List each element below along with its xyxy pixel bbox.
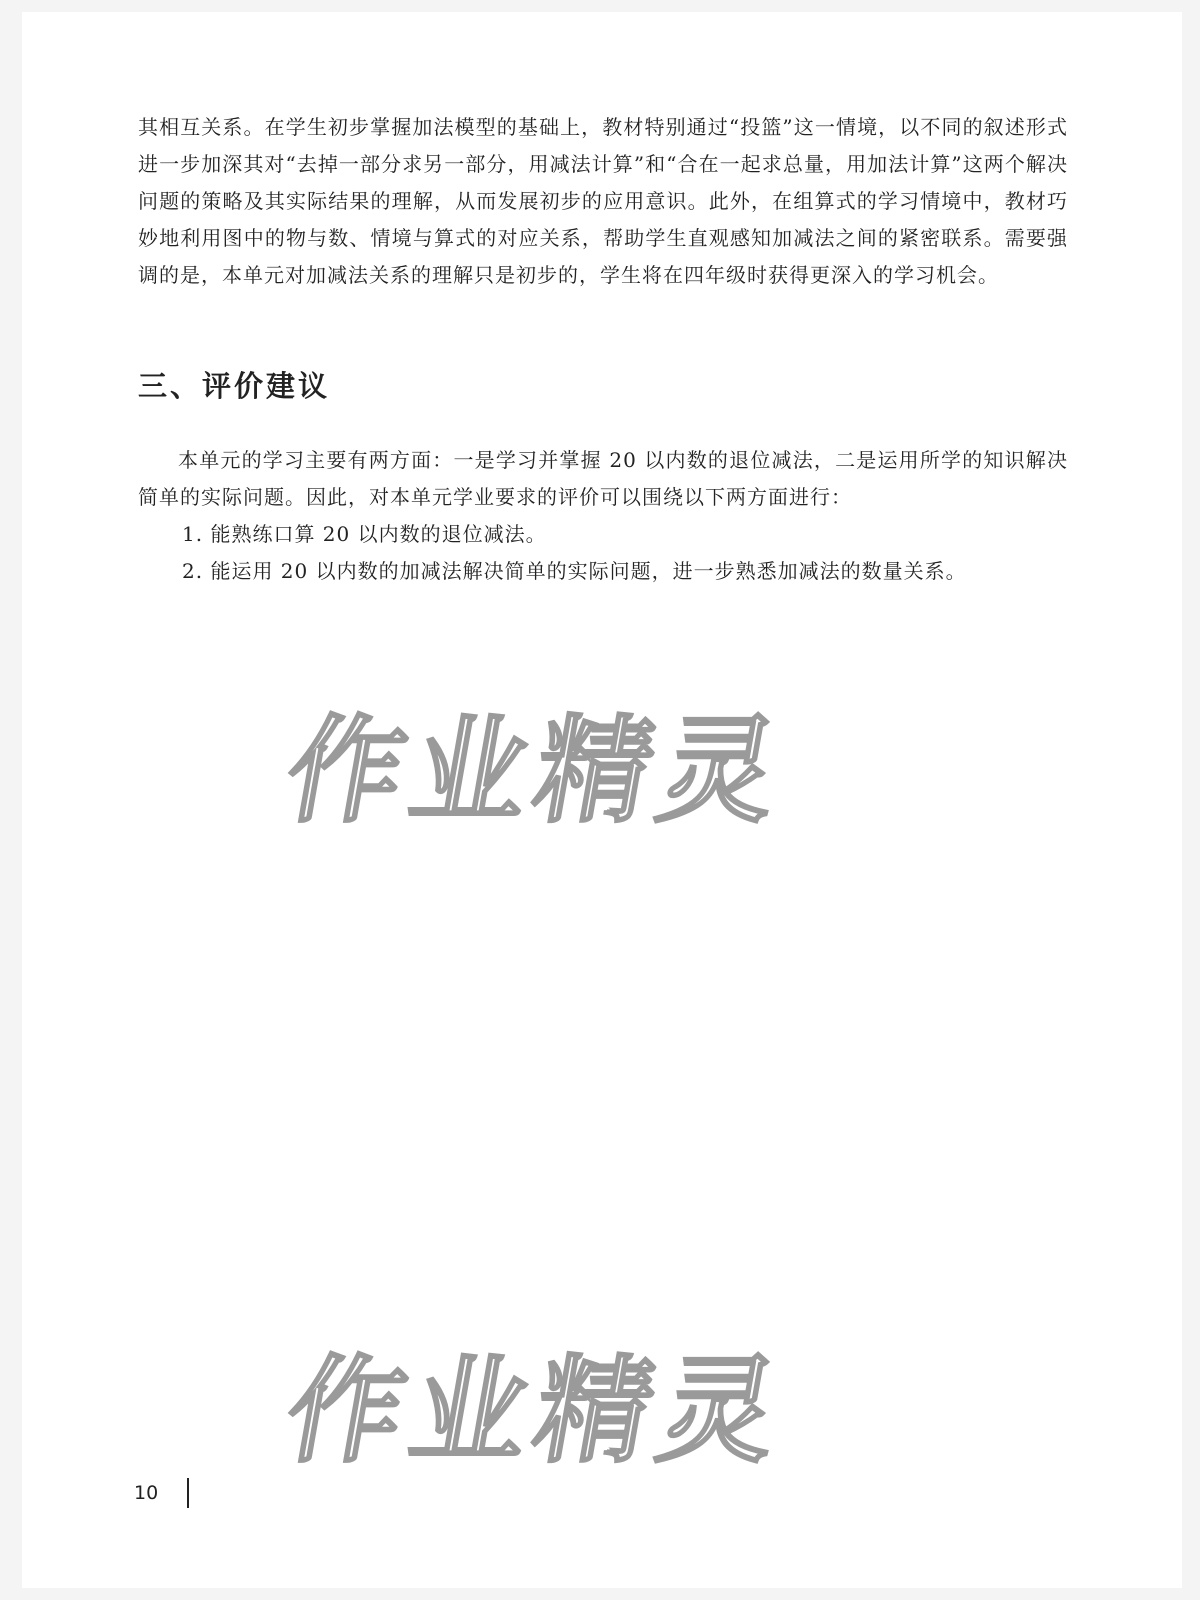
body-paragraph: 其相互关系。在学生初步掌握加法模型的基础上，教材特别通过“投篮”这一情境，以不同的叙述形式进一步加深其对“去掉一部分求另一部分，用减法计算”和“合在一起求总量，用加法计算”这两个解决问题的策略及其实际结果的理解，从而发展初步的应用意识。此外，在组算式的学习情境中，教材巧妙地利用图中的物与数、情境与算式的对应关系，帮助学生直观感知加减法之间的紧密联系。需要强调的是，本单元对加减法关系的理解只是初步的，学生将在四年级时获得更深入的学习机会。 [138,115,1068,287]
page-number: 10 [134,1482,159,1504]
body-paragraph: 本单元的学习主要有两方面：一是学习并掌握 20 以内数的退位减法，二是运用所学的知识解决简单的实际问题。因此，对本单元学业要求的评价可以围绕以下两方面进行： [138,448,1068,509]
watermark: 作业精灵 [276,1344,797,1479]
section-heading: 三、评价建议 [138,369,331,403]
page-number-divider [187,1478,189,1508]
watermark: 作业精灵 [276,704,797,839]
page [22,12,1182,1588]
list-item: 2. 能运用 20 以内数的加减法解决简单的实际问题，进一步熟悉加减法的数量关系。 [182,559,967,583]
list-item: 1. 能熟练口算 20 以内数的退位减法。 [182,522,547,546]
